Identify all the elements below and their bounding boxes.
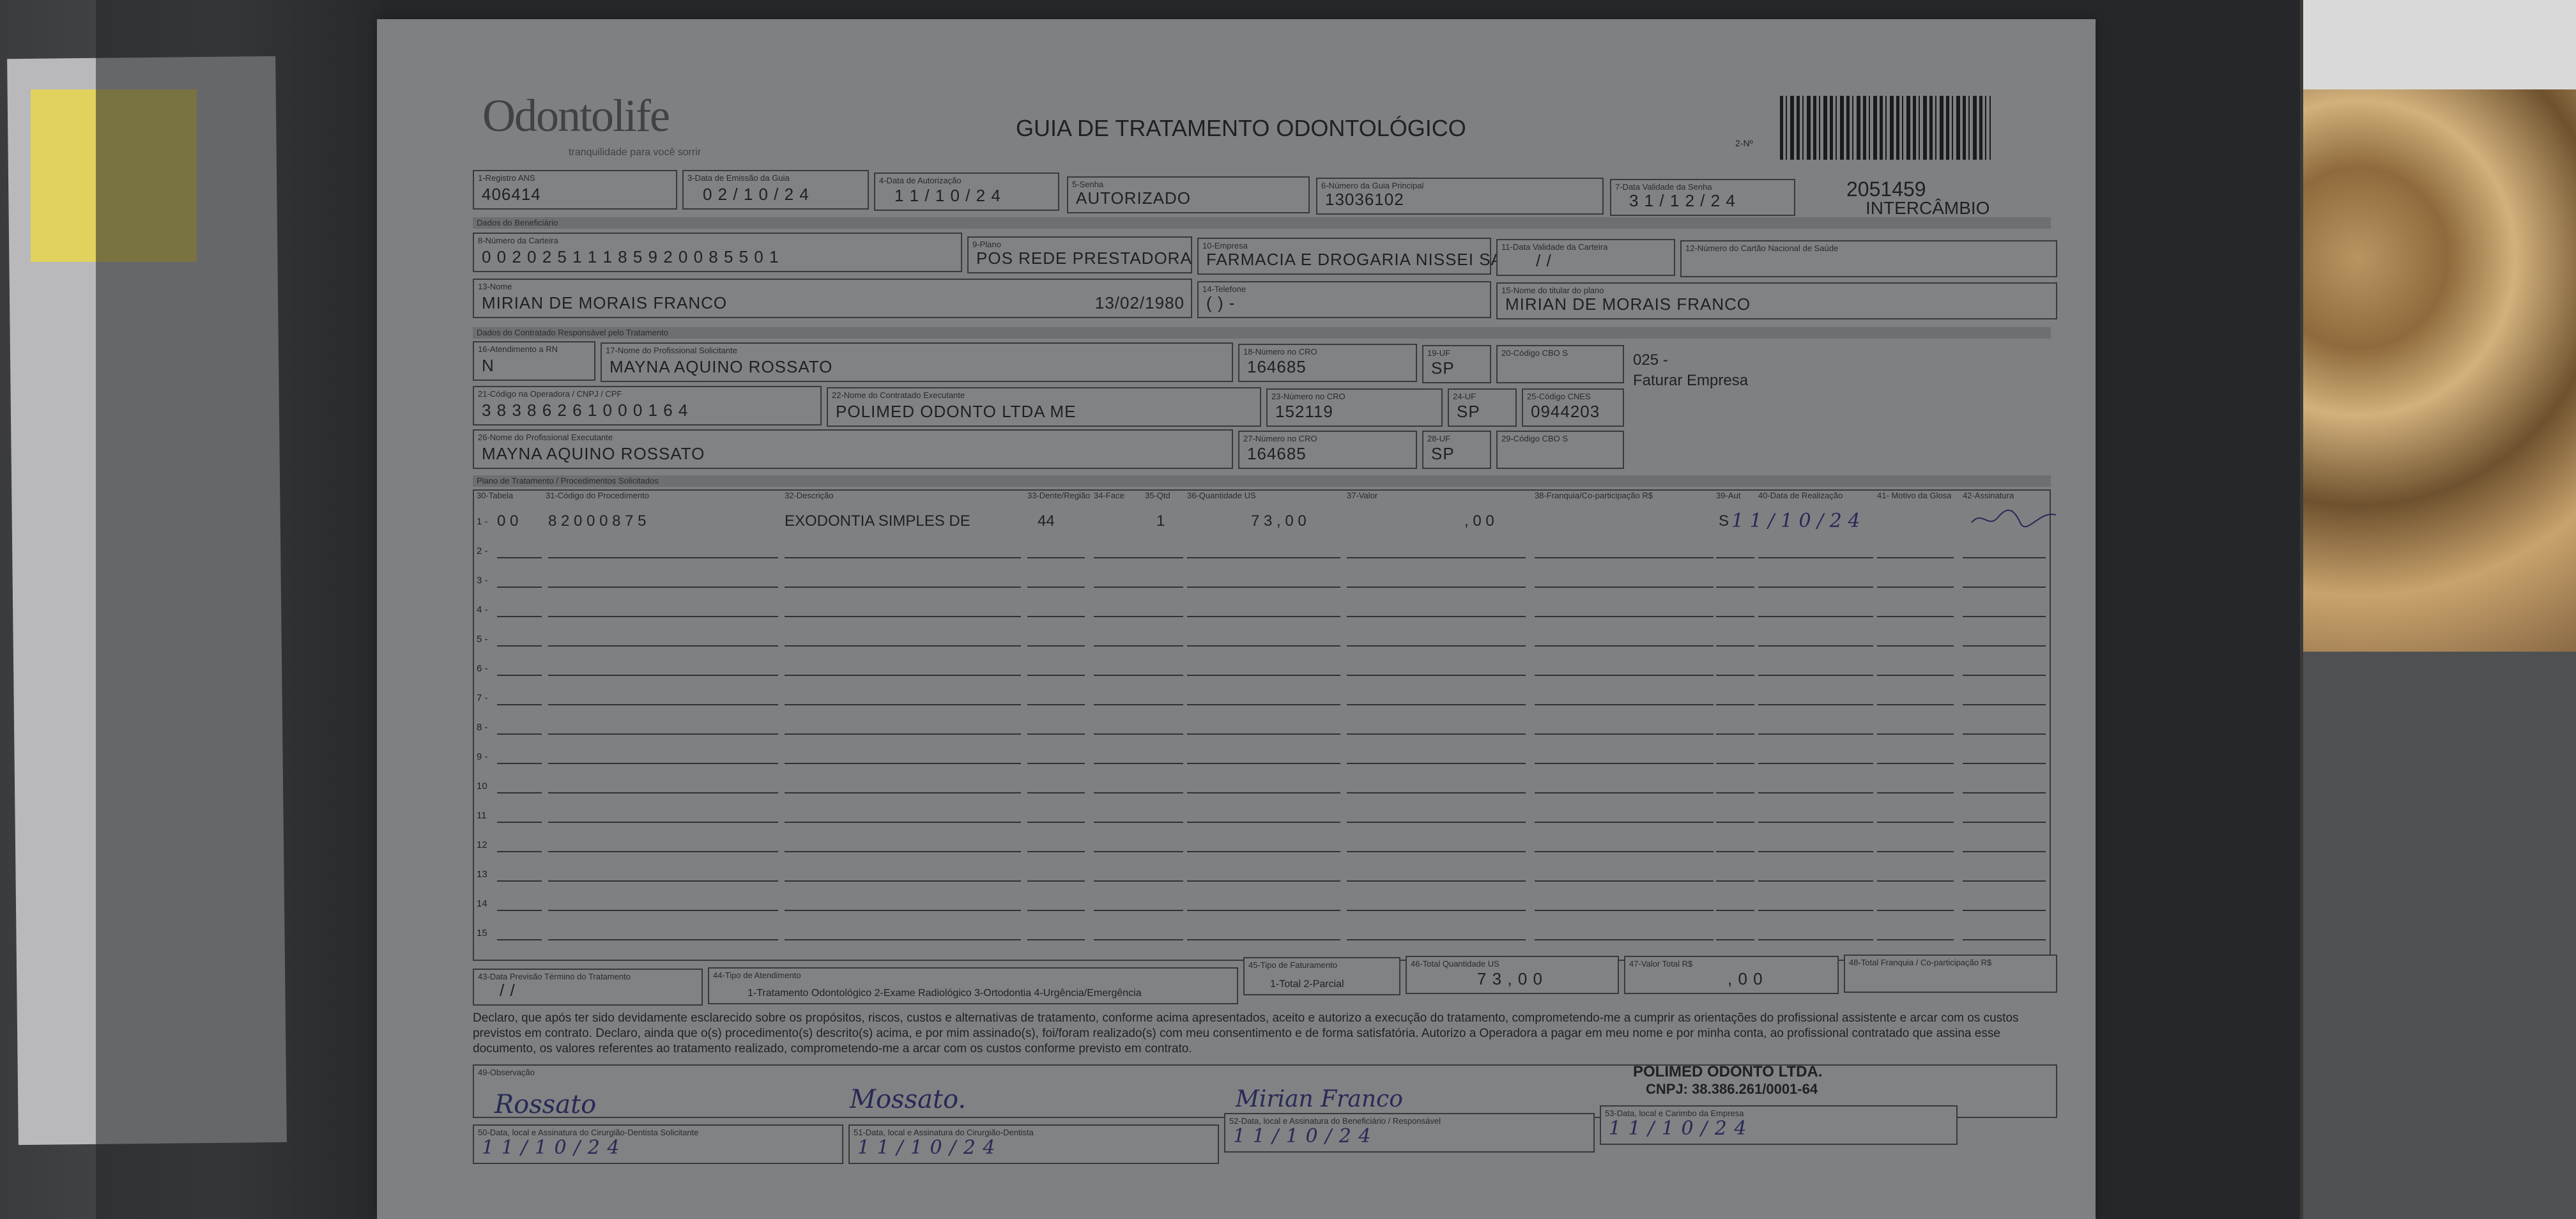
glass-overlay [96,0,2300,1219]
background-object [2303,652,2576,1219]
granite-surface [2303,89,2576,652]
